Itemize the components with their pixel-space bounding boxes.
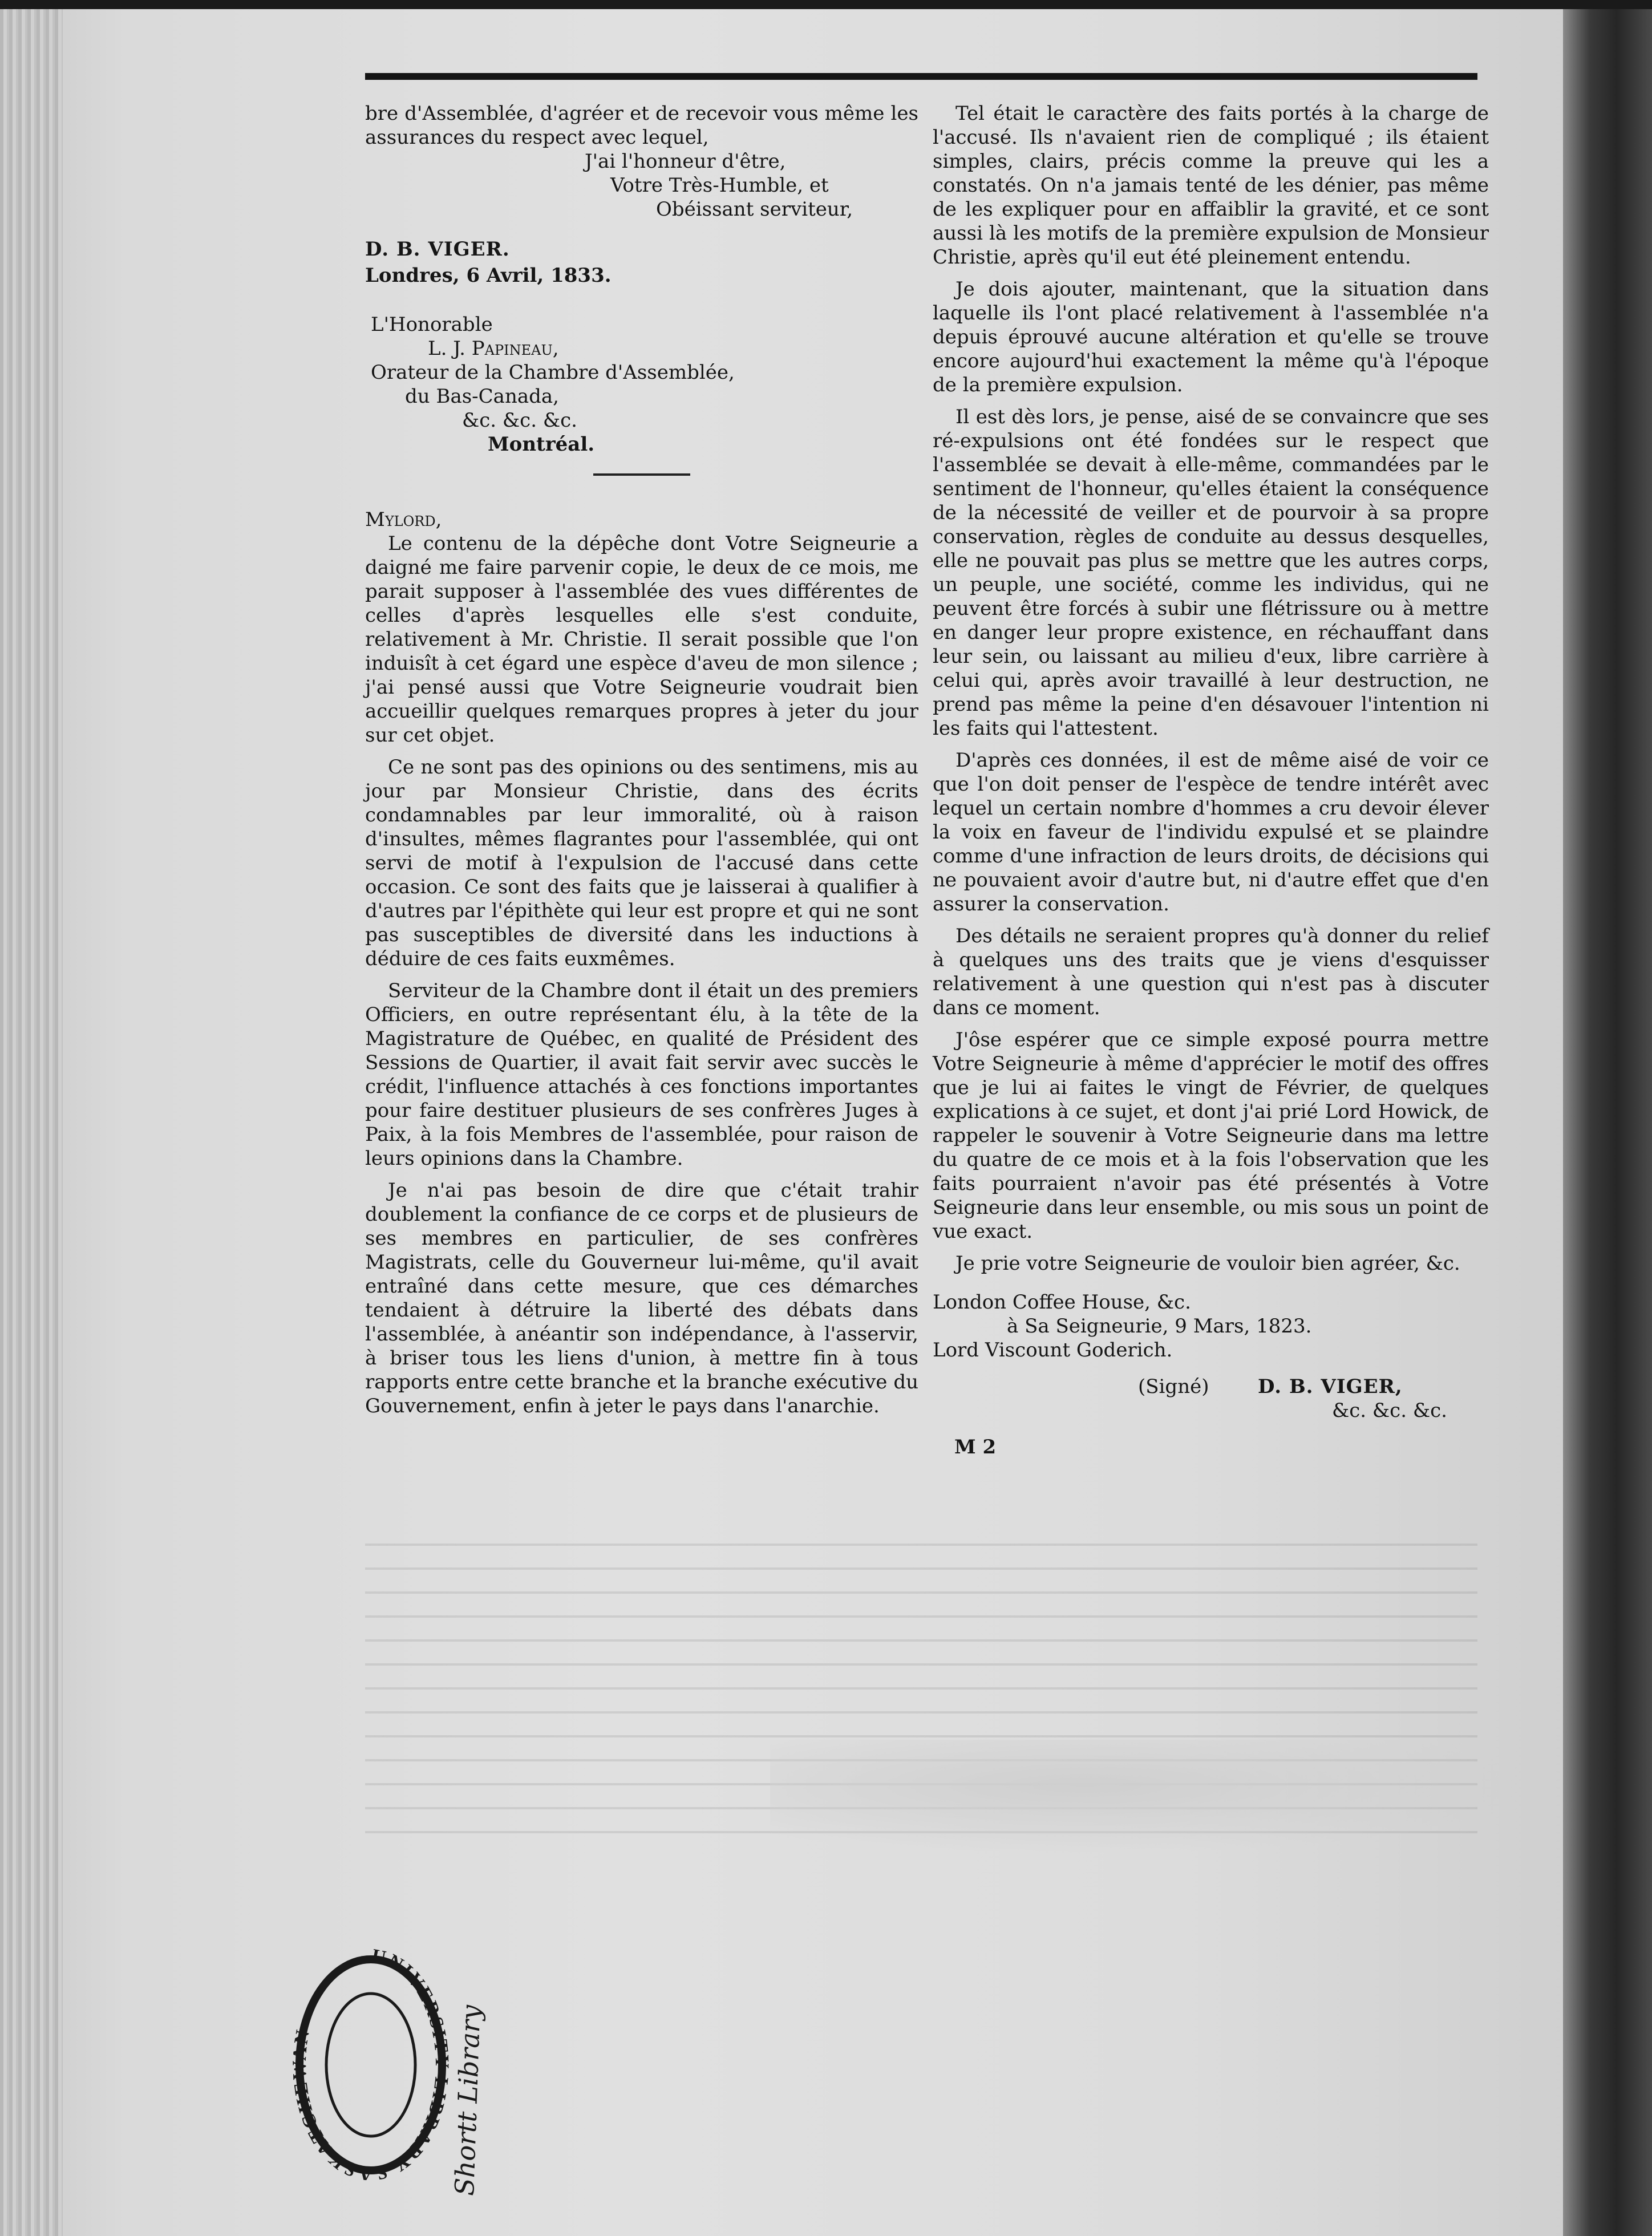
binding-shadow [1563,0,1652,2236]
paragraph: Je prie votre Seigneurie de vouloir bien agréer, &c. [955,1252,1460,1275]
addressee-line: Montréal. [488,433,595,456]
addressee-line: L. J. Papineau, [428,337,559,360]
letter-location: London Coffee House, &c. [933,1291,1191,1314]
salutation: Mylord, [365,508,442,531]
addressee-line: du Bas-Canada, [405,385,559,408]
folio-mark: M 2 [954,1436,997,1459]
closing-line: Obéissant serviteur, [656,198,853,221]
signature-etc: &c. &c. &c. [1332,1399,1447,1422]
page-edge-stripes [0,0,63,2236]
letter-to-line: à Sa Seigneurie, 9 Mars, 1823. [1007,1315,1312,1338]
closing-line: J'ai l'honneur d'être, [585,150,786,173]
paragraph: Je dois ajouter, maintenant, que la situation dans laquelle ils l'ont placé relativement à l'assemblée n'a depuis éprouvé aucune altération et qu'elle se trouve encore aujourd'hui exactement la même qu'à l'époque de la première expulsion. [933,278,1489,396]
letter-ending: bre d'Assemblée, d'agréer et de recevoir vous même les assurances du respect avec lequel, [365,102,918,149]
handwritten-annotation: Shortt Library [449,2004,487,2197]
paragraph: Tel était le caractère des faits portés à la charge de l'accusé. Ils n'avaient rien de compliqué ; ils étaient simples, clairs, précis comme la preuve qui les a constatés. On n'a jamais tenté de les dénier, pas même de les expliquer pour en affaiblir la gravité, et ce sont aussi là les motifs de la première expulsion de Monsieur Christie, après qu'il eut été pleinement entendu. [933,102,1489,269]
closing-line: Votre Très-Humble, et [610,174,829,197]
svg-text:UNIVERSITY LIBRARY SASKATCHEWA [289,1945,453,2185]
addressee-line: L'Honorable [371,313,493,336]
letter-date: Londres, 6 Avril, 1833. [365,264,612,287]
paragraph: J'ôse espérer que ce simple exposé pourra mettre Votre Seigneurie à même d'apprécier le motif des offres que je lui ai faites le vingt de Février, de quelques explications à ce sujet, et dont j'ai prié Lord Howick, de rappeler le souvenir à Votre Seigneurie dans ma lettre du quatre de ce mois et à la fois l'observation que les faits pourraient n'avoir pas été présentés à Votre Seigneurie dans leur ensemble, ou mis sous un point de vue exact. [933,1028,1489,1243]
stamp-ring-text: UNIVERSITY LIBRARY SASKATCHEWAN [289,1945,453,2185]
header-rule [365,73,1477,80]
paragraph: Le contenu de la dépêche dont Votre Seigneurie a daigné me faire parvenir copie, le deux de ce mois, me parait supposer à l'assemblée des vues différentes de celles d'après lesquelles elle s'est conduite, relativement à Mr. Christie. Il serait possible que l'on induisît à cet égard une espèce d'aveu de mon silence ; j'ai pensé aussi que Votre Seigneurie voudrait bien accueillir quelques remarques propres à jeter du jour sur cet objet. [365,532,918,747]
top-border [0,0,1652,9]
paragraph: Je n'ai pas besoin de dire que c'était trahir doublement la confiance de ce corps et de plusieurs de ses membres en particulier, de ses confrères Magistrats, celle du Gouverneur lui-même, qu'il avait entraîné dans cette mesure, que ces démarches tendaient à détruire la liberté des débats dans l'assemblée, à anéantir son indépendance, à l'asservir, à briser tous les liens d'union, à mettre fin à tous rapports entre cette branche et la branche exécutive du Gouvernement, enfin à jeter le pays dans l'anarchie. [365,1179,918,1417]
letter-recipient: Lord Viscount Goderich. [933,1339,1173,1362]
right-column [933,102,1489,1459]
left-column [365,102,918,1418]
signature: D. B. VIGER, [1258,1375,1403,1398]
library-stamp [285,1928,502,2202]
paragraph: Serviteur de la Chambre dont il était un des premiers Officiers, en outre représentant élu, à la tête de la Magistrature de Québec, en qualité de Président des Sessions de Quartier, il avait fait servir avec succès le crédit, l'influence attachés à ces fonctions importantes pour faire destituer plusieurs de ses confrères Juges à Paix, à la fois Membres de l'assemblée, pour raison de leurs opinions dans la Chambre. [365,979,918,1170]
signature: D. B. VIGER. [365,238,510,261]
signature-line [933,1375,1489,1399]
paragraph: D'après ces données, il est de même aisé de voir ce que l'on doit penser de l'espèce de tendre intérêt avec lequel un certain nombre d'hommes a cru devoir élever la voix en faveur de l'individu expulsé et se plaindre comme d'une infraction de leurs droits, de décisions qui ne pouvaient avoir d'autre but, ni d'autre effet que d'en assurer la conservation. [933,749,1489,916]
section-separator [593,473,690,476]
signe-label: (Signé) [1138,1375,1209,1398]
paragraph: Ce ne sont pas des opinions ou des sentimens, mis au jour par Monsieur Christie, dans des écrits condamnables par leur immoralité, où à raison d'insultes, mêmes flagrantes pour l'assemblée, qui ont servi de motif à l'expulsion de l'accusé dans cette occasion. Ce sont des faits que je laisserai à qualifier à d'autres par l'épithète qui leur est propre et qui ne sont pas susceptibles de diversité dans les inductions à déduire de ces faits euxmêmes. [365,756,918,970]
addressee-line: Orateur de la Chambre d'Assemblée, [371,361,735,384]
paragraph: Des détails ne seraient propres qu'à donner du relief à quelques uns des traits que je viens d'esquisser relativement à une question qui n'est pas à discuter dans ce moment. [933,925,1489,1019]
paper-stain [770,1740,1557,1854]
addressee-line: &c. &c. &c. [462,409,577,432]
paragraph: Il est dès lors, je pense, aisé de se convaincre que ses ré-expulsions ont été fondées sur le respect que l'assemblée se devait à elle-même, commandées par le sentiment de l'honneur, qu'elles étaient la conséquence de la nécessité de veiller et de pourvoir à sa propre conservation, règles de conduite au dessus desquelles, elle ne pouvait pas plus se mettre que les autres corps, un peuple, une société, comme les individus, qui ne peuvent être forcés à subir une flétrissure ou à mettre en danger leur propre existence, en réchauffant dans leur sein, ou laissant au milieu d'eux, libre carrière à celui qui, après avoir travaillé à leur destruction, ne prend pas même la peine d'en désavouer l'intention ni les faits qui l'attestent. [933,406,1489,740]
